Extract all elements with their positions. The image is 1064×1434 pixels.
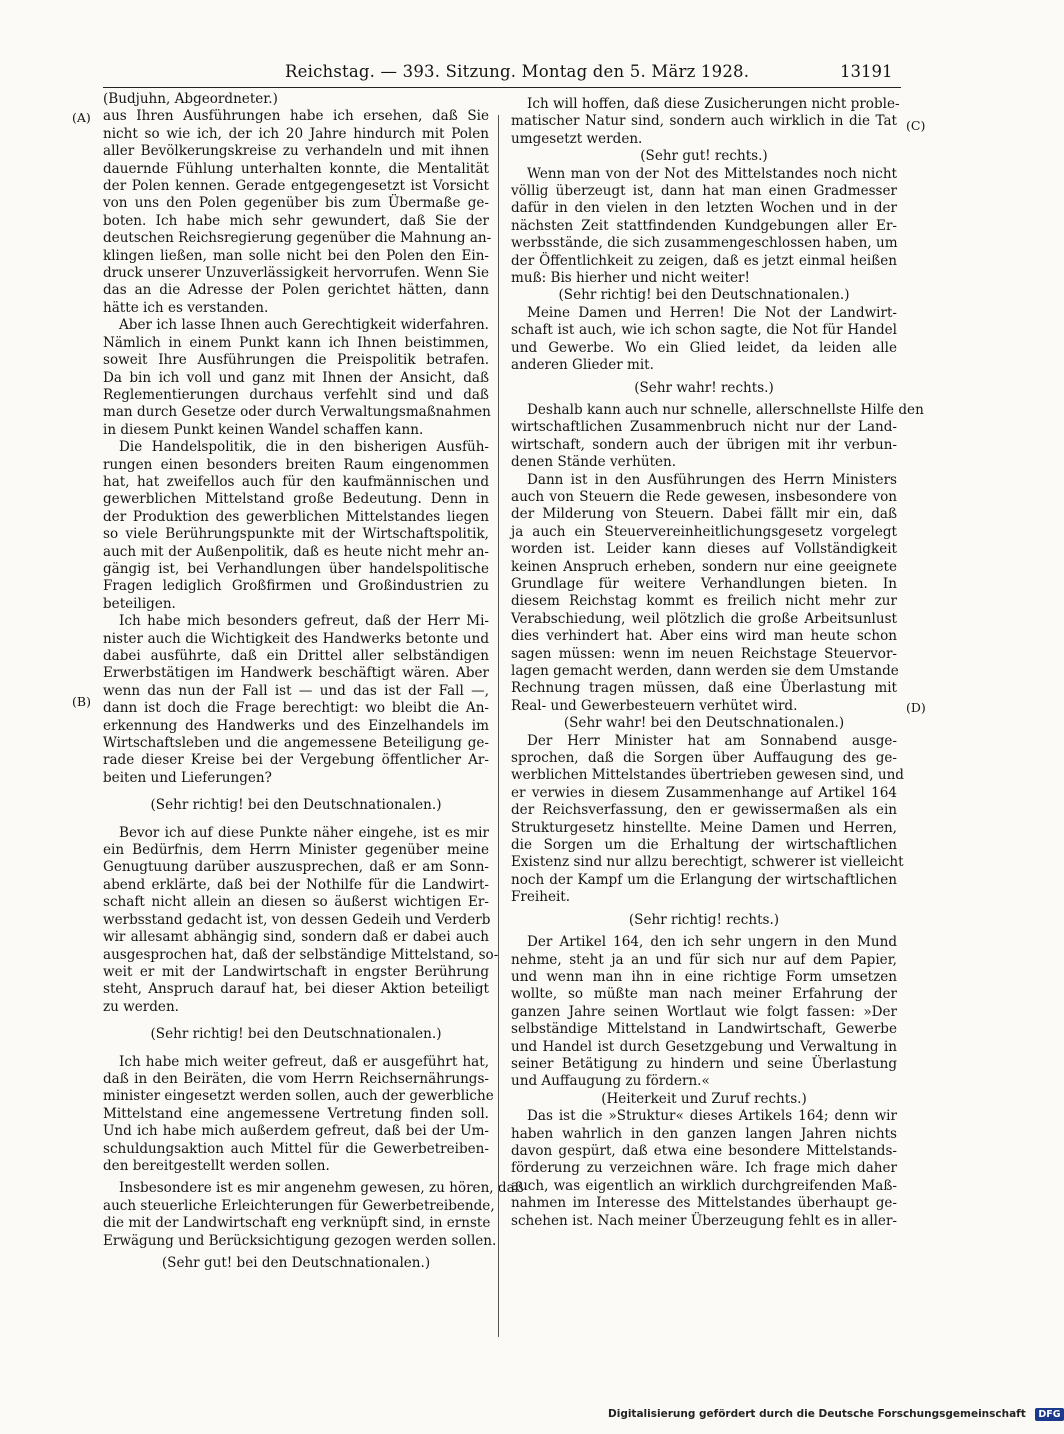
- footer: [608, 1408, 1061, 1428]
- text-line: wenn das nun der Fall ist — und das ist der Fall —,: [103, 682, 489, 699]
- text-line: Insbesondere ist es mir angenehm gewesen, zu hören, daß: [119, 1180, 524, 1197]
- text-line: schehen ist. Nach meiner Überzeugung fehlt es in aller-: [511, 1212, 897, 1229]
- interjection-line: (Sehr richtig! bei den Deutschnationalen.): [150, 797, 442, 814]
- text-line: davon gespürt, daß etwa eine besondere Mittelstands-: [511, 1142, 897, 1159]
- text-line: Strukturgesetz hinstellte. Meine Damen und Herren,: [511, 819, 897, 836]
- text-line: rungen einen besonders breiten Raum eingenommen: [103, 456, 489, 473]
- text-line: Der Artikel 164, den ich sehr ungern in den Mund: [527, 934, 897, 951]
- text-line: Ich habe mich weiter gefreut, daß er ausgeführt hat,: [119, 1053, 489, 1070]
- text-line: und Auffaugung zu fördern.«: [511, 1073, 710, 1090]
- text-line: auch von Steuern die Rede gewesen, insbesondere von: [511, 488, 897, 505]
- text-line: wirtschaftlichen Zusammenbruch nicht nur der Land-: [511, 419, 897, 436]
- margin-mark-a: (A): [72, 110, 91, 125]
- spacer: [103, 787, 489, 797]
- text-line: rade dieser Kreise bei der Vergebung öffentlicher Ar-: [103, 752, 489, 769]
- text-line: Das ist die »Struktur« dieses Artikels 164; denn wir: [527, 1108, 897, 1125]
- text-line: den bereitgestellt werden sollen.: [103, 1157, 330, 1174]
- text-line: schuldungsaktion auch Mittel für die Gewerbetreiben-: [103, 1140, 489, 1157]
- text-line: werbsstände, die sich zusammengeschlossen haben, um: [511, 235, 898, 252]
- text-line: Aber ich lasse Ihnen auch Gerechtigkeit widerfahren.: [119, 317, 489, 334]
- text-line: auch steuerliche Erleichterungen für Gewerbetreibende,: [103, 1197, 495, 1214]
- interjection-line: (Sehr richtig! bei den Deutschnationalen.): [150, 1026, 442, 1043]
- text-line: Erwerbstätigen im Handwerk beschäftigt wären. Aber: [103, 665, 489, 682]
- text-line: deutschen Reichsregierung gegenüber die Mahnung an-: [103, 230, 492, 247]
- text-line: gängig ist, bei Verhandlungen über handelspolitische: [103, 560, 489, 577]
- text-line: nahmen im Interesse des Mittelstandes überhaupt ge-: [511, 1195, 897, 1212]
- text-line: Wenn man von der Not des Mittelstandes noch nicht: [527, 165, 897, 182]
- text-line: Deshalb kann auch nur schnelle, allerschnellste Hilfe den: [527, 401, 924, 418]
- text-line: werblichen Mittelstandes übertrieben gewesen sind, und: [511, 767, 904, 784]
- text-line: zu werden.: [103, 998, 179, 1015]
- text-line: dauernde Fühlung unterhalten konnte, die Mentalität: [103, 160, 489, 177]
- text-line: und wenn man ihn in eine richtige Form umsetzen: [511, 968, 897, 985]
- text-line: gewerblichen Mittelstand große Bedeutung. Denn in: [103, 491, 489, 508]
- text-line: Reglementierungen durchaus verfehlt sind und daß: [103, 386, 489, 403]
- text-line: nister auch die Wichtigkeit des Handwerks betonte und: [103, 630, 489, 647]
- text-line: (Budjuhn, Abgeordneter.): [103, 91, 278, 107]
- text-line: sprochen, daß die Sorgen über Auffaugung des ge-: [511, 750, 897, 767]
- text-line: minister eingesetzt werden sollen, auch der gewerbliche: [103, 1088, 494, 1105]
- interjection-line: (Sehr richtig! rechts.): [628, 911, 780, 928]
- text-line: lagen gemacht werden, dann werden sie dem Umstande: [511, 663, 899, 679]
- header-rule: [103, 87, 901, 88]
- text-line: druck unserer Unzuverlässigkeit hervorrufen. Wenn Sie: [103, 265, 489, 282]
- text-line: boten. Ich habe mich sehr gewundert, daß Sie der: [103, 212, 489, 229]
- text-line: der Milderung von Steuern. Dabei fällt mir ein, daß: [511, 506, 897, 523]
- text-line: weit er mit der Landwirtschaft in engster Berührung: [103, 963, 489, 980]
- text-line: nächsten Zeit stattfindenden Kundgebungen aller Er-: [511, 217, 897, 234]
- text-line: so viele Berührungspunkte mit der Wirtschaftspolitik,: [103, 526, 489, 543]
- page-header: [0, 62, 1000, 92]
- margin-mark-b: (B): [72, 694, 91, 709]
- text-line: Verabschiedung, weil plötzlich die große Arbeitsunlust: [511, 610, 897, 627]
- text-line: beiten und Lieferungen?: [103, 769, 272, 786]
- text-line: das an die Adresse der Polen gerichtet hätten, dann: [103, 282, 489, 299]
- interjection-line: (Heiterkeit und Zuruf rechts.): [601, 1090, 807, 1107]
- text-line: hätte ich es verstanden.: [103, 299, 269, 316]
- text-line: völlig überzeugt ist, dann hat man einen Gradmesser: [511, 183, 897, 200]
- text-line: Freiheit.: [511, 889, 571, 906]
- text-line: noch der Kampf um die Erlangung der wirtschaftlichen: [511, 871, 897, 888]
- text-line: steht, Anspruch darauf hat, bei dieser Aktion beteiligt: [103, 981, 489, 998]
- text-line: Rechnung tragen müssen, daß eine Überlastung mit: [511, 680, 897, 697]
- text-line: Der Herr Minister hat am Sonnabend ausge-: [527, 732, 897, 749]
- text-line: Mittelstand eine angemessene Vertretung finden soll.: [103, 1105, 489, 1122]
- margin-mark-c: (C): [906, 118, 926, 133]
- text-line: soweit Ihre Ausführungen die Preispolitik betrafen.: [103, 352, 489, 369]
- text-line: Bevor ich auf diese Punkte näher eingehe, ist es mir: [119, 824, 489, 841]
- text-line: auch mit der Außenpolitik, daß es heute nicht mehr an-: [103, 543, 489, 560]
- text-line: schaft nicht allein an diesen so äußerst wichtigen Er-: [103, 894, 489, 911]
- text-line: Meine Damen und Herren! Die Not der Landwirt-: [527, 304, 897, 321]
- text-line: anderen Glieder mit.: [511, 357, 654, 374]
- text-line: Dann ist in den Ausführungen des Herrn Ministers: [527, 471, 897, 488]
- text-line: der Reichsverfassung, den er gewissermaßen als ein: [511, 802, 897, 819]
- text-line: der Produktion des gewerblichen Mittelstandes liegen: [103, 508, 489, 525]
- spacer: [103, 815, 489, 825]
- footer-credit: Digitalisierung gefördert durch die Deutsche Forschungsgemeinschaft: [608, 1408, 1026, 1420]
- text-line: seiner Betätigung zu hindern und seine Überlastung: [511, 1055, 897, 1072]
- text-line: selbständige Mittelstand in Landwirtschaft, Gewerbe: [511, 1021, 897, 1038]
- text-line: die Sorgen um die Erhaltung der wirtschaftlichen: [511, 837, 897, 854]
- text-line: der Polen kennen. Gerade entgegengesetzt ist Vorsicht: [103, 178, 489, 195]
- text-line: dafür in den vielen in den letzten Wochen und in der: [511, 200, 897, 217]
- spacer: [103, 1044, 489, 1054]
- right-column: [511, 91, 924, 1230]
- text-line: keinen Anspruch erheben, sondern nur eine geeignete: [511, 558, 897, 575]
- text-line: förderung zu verzeichnen wäre. Ich frage mich daher: [511, 1160, 897, 1177]
- text-line: wir allesamt abhängig sind, sondern daß er dabei auch: [103, 929, 489, 946]
- text-line: aller Bevölkerungskreise zu verhandeln und mit ihnen: [103, 143, 489, 160]
- dfg-logo: DFG: [1035, 1408, 1063, 1421]
- text-line: haben wahrlich in den ganzen langen Jahren nichts: [511, 1125, 897, 1142]
- text-line: Die Handelspolitik, die in den bisherigen Ausfüh-: [119, 439, 489, 456]
- text-line: wirtschaft, sondern auch der übrigen mit ihr verbun-: [511, 436, 897, 453]
- text-line: Existenz sind nur allzu berechtigt, schwerer ist vielleicht: [511, 854, 904, 871]
- text-line: Erwägung und Berücksichtigung gezogen werden sollen.: [103, 1232, 497, 1249]
- text-line: klingen ließen, man solle nicht bei den Polen den Ein-: [103, 247, 489, 264]
- text-line: diesem Reichstag kommt es freilich nicht mehr zur: [511, 593, 897, 610]
- text-line: schaft ist auch, wie ich schon sagte, die Not für Handel: [511, 322, 897, 339]
- text-line: in diesem Punkt keinen Wandel schaffen kann.: [103, 421, 424, 438]
- text-line: worden ist. Leider kann dieses auf Vollständigkeit: [511, 541, 897, 558]
- text-line: Da bin ich voll und ganz mit Ihnen der Ansicht, daß: [103, 369, 489, 386]
- text-line: wollte, so müßte man nach meiner Erfahrung der: [511, 986, 897, 1003]
- column-divider: [498, 115, 499, 1337]
- text-line: und Handel ist durch Gesetzgebung und Verwaltung in: [511, 1038, 897, 1055]
- text-line: hat, hat zweifellos auch für den kaufmännischen und: [103, 473, 489, 490]
- text-line: aus Ihren Ausführungen habe ich ersehen, daß Sie: [103, 108, 489, 125]
- header-title: Reichstag. — 393. Sitzung. Montag den 5. März 1928.: [285, 62, 750, 81]
- text-line: von uns den Polen gegenüber bis zum Übermaße ge-: [103, 195, 489, 212]
- text-line: erkennung des Handwerks und des Einzelhandels im: [103, 717, 489, 734]
- text-line: daß in den Beiräten, die vom Herrn Reichsernährungs-: [103, 1070, 489, 1087]
- left-column: [103, 91, 524, 1272]
- text-line: nicht so wie ich, der ich 20 Jahre hindurch mit Polen: [103, 125, 489, 142]
- spacer: [103, 1016, 489, 1026]
- text-line: beteiligen.: [103, 595, 176, 612]
- text-line: dann ist doch die Frage berechtigt: wo bleibt die An-: [103, 700, 489, 717]
- text-line: man durch Gesetze oder durch Verwaltungsmaßnahmen: [103, 404, 491, 421]
- text-line: umgesetzt werden.: [511, 130, 643, 147]
- text-line: ein Bedürfnis, dem Herrn Minister gegenüber meine: [103, 842, 489, 859]
- text-line: ganzen Jahre seinen Wortlaut wie folgt fassen: »Der: [511, 1003, 897, 1020]
- text-line: ausgesprochen hat, daß der selbständige Mittelstand, so-: [103, 946, 499, 963]
- text-line: matischer Natur sind, sondern auch wirklich in die Tat: [511, 113, 897, 130]
- text-line: Und ich habe mich außerdem gefreut, daß bei der Um-: [103, 1123, 489, 1140]
- interjection-line: (Sehr gut! rechts.): [640, 148, 768, 165]
- text-line: Ich habe mich besonders gefreut, daß der Herr Mi-: [119, 613, 489, 630]
- text-line: Genugtuung darüber auszusprechen, daß er am Sonn-: [103, 859, 489, 876]
- text-line: dies verhindert hat. Aber eins wird man heute schon: [511, 628, 897, 645]
- text-line: er verwies in diesem Zusammenhange auf Artikel 164: [511, 784, 897, 801]
- text-line: Nämlich in einem Punkt kann ich Ihnen beistimmen,: [103, 334, 489, 351]
- page-number: 13191: [840, 62, 893, 81]
- text-line: Ich will hoffen, daß diese Zusicherungen nicht proble-: [527, 96, 900, 112]
- text-line: Fragen lediglich Großfirmen und Großindustrien zu: [103, 578, 489, 595]
- text-line: nehme, steht ja an und für sich nur auf dem Papier,: [511, 951, 897, 968]
- text-line: denen Stände verhüten.: [511, 454, 677, 471]
- text-line: Real- und Gewerbesteuern verhütet wird.: [511, 697, 798, 714]
- interjection-line: (Sehr richtig! bei den Deutschnationalen.): [558, 287, 850, 304]
- text-line: der Öffentlichkeit zu zeigen, daß es jetzt einmal heißen: [511, 252, 897, 269]
- text-line: Wirtschaftsleben und die angemessene Beteiligung ge-: [103, 735, 489, 752]
- interjection-line: (Sehr gut! bei den Deutschnationalen.): [161, 1255, 431, 1271]
- text-line: ja auch ein Steuervereinheitlichungsgesetz vorgelegt: [511, 523, 897, 540]
- text-line: und Gewerbe. Wo ein Glied leidet, da leiden alle: [511, 339, 897, 356]
- text-line: dabei ausführte, daß ein Drittel aller selbständigen: [103, 648, 489, 664]
- text-line: abend erklärte, daß bei der Nothilfe für die Landwirt-: [103, 876, 489, 893]
- interjection-line: (Sehr wahr! bei den Deutschnationalen.): [563, 715, 845, 732]
- text-line: muß: Bis hierher und nicht weiter!: [511, 270, 750, 287]
- text-line: werbsstand gedacht ist, von dessen Gedeih und Verderb: [103, 911, 491, 928]
- interjection-line: (Sehr wahr! rechts.): [634, 379, 774, 396]
- text-line: Grundlage für weitere Verhandlungen bieten. In: [511, 575, 897, 592]
- margin-mark-d: (D): [906, 700, 926, 715]
- text-line: die mit der Landwirtschaft eng verknüpft sind, in ernste: [103, 1215, 491, 1232]
- text-line: sagen müssen: wenn im neuen Reichstage Steuervor-: [511, 645, 897, 662]
- text-line: auch, was eigentlich an wirklich durchgreifenden Maß-: [511, 1177, 897, 1194]
